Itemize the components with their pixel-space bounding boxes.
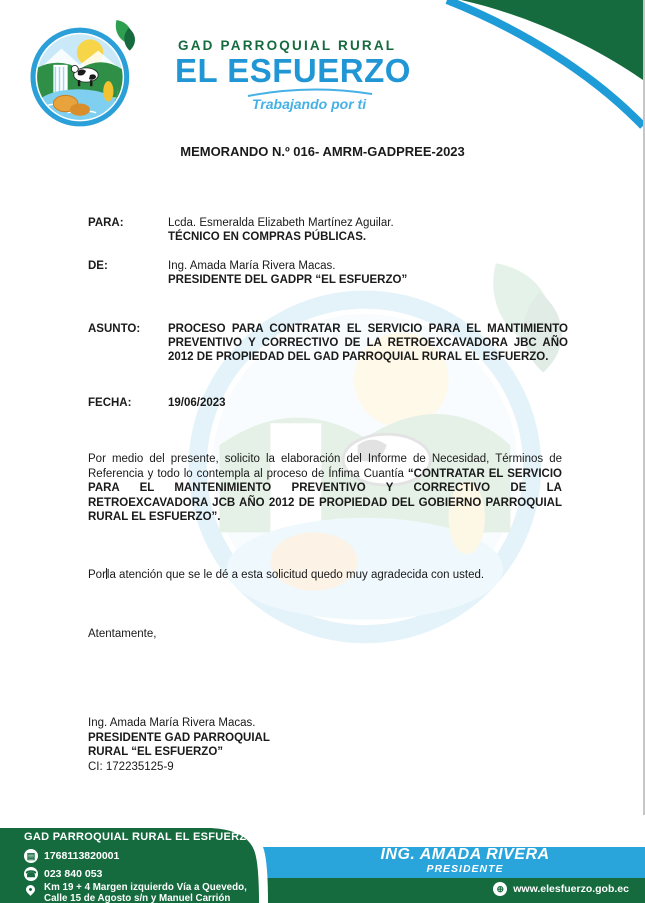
body-paragraph-thanks — [88, 568, 562, 583]
signature-block — [88, 716, 270, 774]
footer-address-line1: Km 19 + 4 Margen izquierdo Vía a Quevedo, — [44, 882, 247, 893]
field-fecha — [88, 396, 568, 410]
de-sender-role: PRESIDENTE DEL GADPR “EL ESFUERZO” — [168, 274, 408, 286]
asunto-text: PROCESO PARA CONTRATAR EL SERVICIO PARA EL MANTIMIENTO PREVENTIVO Y CORRECTIVO DE LA RETROEXCAVADORA JBC AÑO 2012 DE PROPIEDAD DEL GAD PARROQUIAL RURAL EL ESFUERZO. — [168, 323, 568, 363]
footer-president-band — [300, 846, 630, 875]
footer-phone-row — [24, 867, 102, 881]
para-label: PARA: — [88, 217, 124, 229]
footer-address-row — [24, 883, 247, 903]
footer-phone-number: 023 840 053 — [44, 868, 103, 880]
org-type-text: GAD PARROQUIAL RURAL — [178, 38, 397, 53]
de-label: DE: — [88, 260, 108, 272]
ruc-icon: ▤ — [24, 849, 38, 863]
location-pin-icon — [24, 883, 37, 896]
page-footer — [0, 815, 645, 903]
footer-ruc-number: 1768113820001 — [44, 850, 120, 862]
field-asunto — [88, 322, 568, 364]
org-tagline: Trabajando por ti — [252, 96, 367, 112]
corner-swoosh-decoration — [443, 0, 643, 165]
footer-address-line2: Calle 15 de Agosto s/n y Manuel Carrión — [44, 892, 231, 903]
org-name-text: EL ESFUERZO — [175, 52, 411, 89]
footer-ruc-row — [24, 849, 119, 863]
field-para — [88, 216, 568, 244]
president-name: ING. AMADA RIVERA — [380, 846, 550, 863]
fecha-label: FECHA: — [88, 397, 132, 409]
president-title: PRESIDENTE — [426, 863, 504, 875]
org-logo-emblem — [24, 18, 152, 130]
thanks-text-before-cursor: Por — [88, 569, 106, 581]
para-recipient-role: TÉCNICO EN COMPRAS PÚBLICAS. — [168, 231, 367, 243]
paragraph-normal-text: Por medio del presente, solicito la elaboración del Informe de Necesidad, Términos de Referencia y todo lo contempla al proceso de Ínfima Cuantía — [88, 453, 562, 480]
de-value — [168, 259, 568, 287]
para-value — [168, 216, 568, 244]
phone-icon: ☎ — [24, 867, 38, 881]
signature-title-line1: PRESIDENTE GAD PARROQUIAL — [88, 731, 270, 744]
globe-icon: ⊕ — [493, 882, 507, 896]
footer-website-row — [493, 882, 629, 896]
field-de — [88, 259, 568, 287]
asunto-label: ASUNTO: — [88, 323, 141, 335]
signature-title-line2: RURAL “EL ESFUERZO” — [88, 746, 224, 758]
leaf-icon — [116, 20, 135, 51]
fecha-value: 19/06/2023 — [168, 397, 226, 409]
body-paragraph-request — [88, 452, 562, 525]
thanks-text-after-cursor: la atención que se le dé a esta solicitud quedo muy agradecida con usted. — [106, 569, 485, 581]
signature-ci: CI: 172235125-9 — [88, 760, 174, 773]
para-recipient-name: Lcda. Esmeralda Elizabeth Martínez Aguilar. — [168, 217, 394, 229]
paragraph-bold-quote: “CONTRATAR EL SERVICIO PARA EL MANTENIMIENTO PREVENTIVO Y CORRECTIVO DE LA RETROEXCAVADORA JCB AÑO 2012 DE PROPIEDAD DEL GOBIERNO PARROQUIAL RURAL EL ESFUERZO”. — [88, 467, 562, 523]
footer-website-url: www.elesfuerzo.gob.ec — [513, 883, 629, 895]
closing-line: Atentamente, — [88, 628, 157, 640]
signature-name: Ing. Amada María Rivera Macas. — [88, 717, 256, 729]
memo-number-title: MEMORANDO N.º 016- AMRM-GADPREE-2023 — [180, 144, 465, 159]
de-sender-name: Ing. Amada María Rivera Macas. — [168, 260, 336, 272]
footer-address — [44, 883, 247, 903]
footer-org-name: GAD PARROQUIAL RURAL EL ESFUERZO — [24, 831, 256, 843]
